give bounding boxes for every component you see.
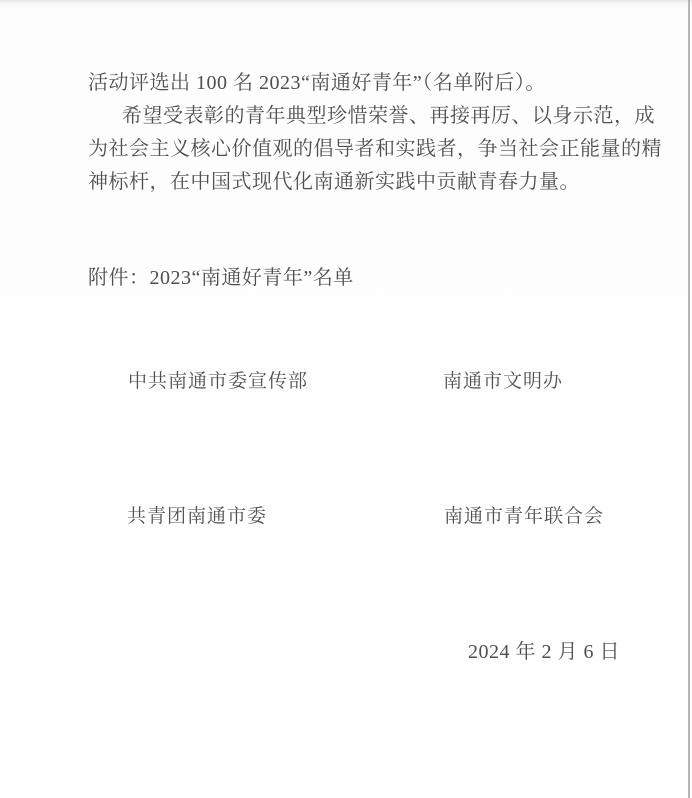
signature-org-youth-federation: 南通市青年联合会 — [444, 506, 605, 527]
body-paragraph-1-line: 活动评选出 100 名 2023“南通好青年”（名单附后）。 — [88, 72, 546, 94]
document-date: 2024 年 2 月 6 日 — [468, 641, 620, 663]
body-paragraph-2-line-3: 神标杆，在中国式现代化南通新实践中贡献青春力量。 — [88, 171, 580, 193]
signature-org-youth-league: 共青团南通市委 — [127, 506, 268, 527]
scan-edge-top — [0, 0, 692, 4]
attachment-line: 附件：2023“南通好青年”名单 — [88, 267, 354, 289]
body-paragraph-2-line-1: 希望受表彰的青年典型珍惜荣誉、再接再厉、以身示范，成 — [122, 105, 655, 127]
signature-org-civilization-office: 南通市文明办 — [443, 371, 564, 392]
scan-edge-right — [688, 0, 690, 798]
body-paragraph-2-line-2: 为社会主义核心价值观的倡导者和实践者，争当社会正能量的精 — [88, 138, 662, 160]
signature-org-propaganda-dept: 中共南通市委宣传部 — [128, 371, 309, 392]
